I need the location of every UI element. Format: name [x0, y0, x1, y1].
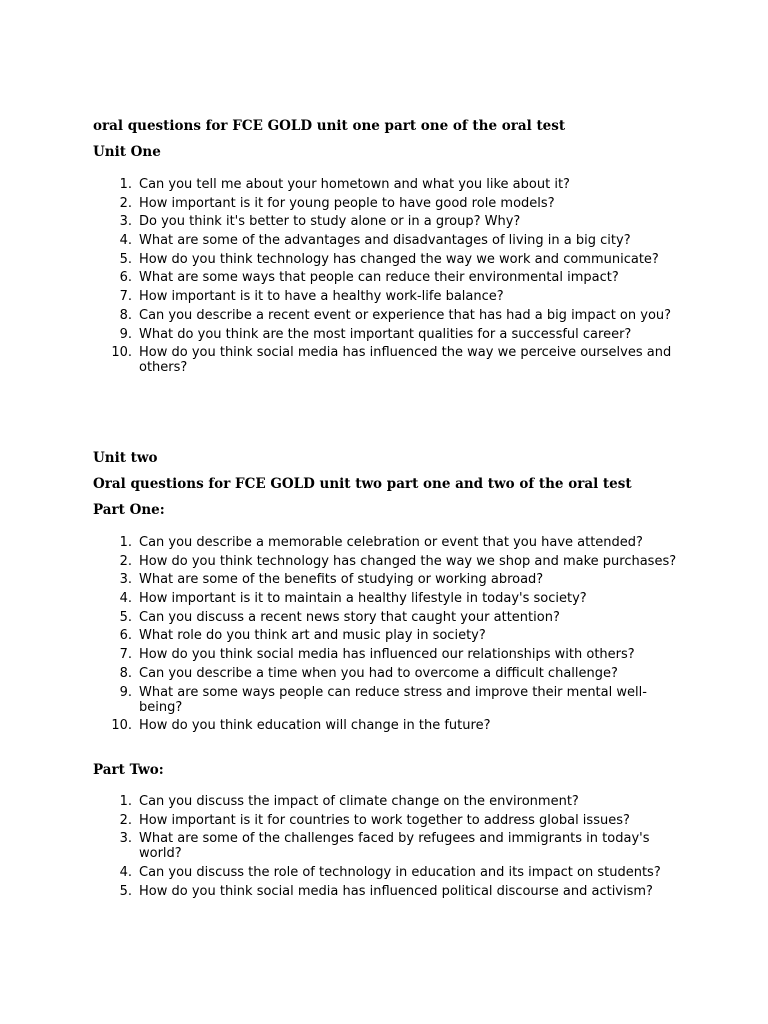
list-number: 2. — [119, 553, 132, 569]
list-number: 7. — [119, 647, 132, 663]
part-two-question-list — [0, 794, 768, 902]
list-number: 4. — [119, 865, 132, 881]
list-number: 3. — [119, 214, 132, 230]
question-text: What role do you think art and music play in society? — [139, 628, 486, 644]
question-text: What are some of the benefits of studying or working abroad? — [139, 572, 544, 588]
list-item — [0, 610, 679, 625]
list-item — [0, 535, 679, 550]
question-text: How important is it for young people to have good role models? — [139, 195, 555, 211]
list-number: 9. — [119, 326, 132, 342]
list-item — [0, 196, 679, 211]
list-number: 1. — [119, 794, 132, 809]
question-text: What are some of the advantages and disadvantages of living in a big city? — [139, 233, 631, 249]
list-item — [0, 685, 679, 715]
list-item — [0, 345, 679, 375]
question-text: What are some ways people can reduce stress and improve their mental well-being? — [139, 684, 647, 715]
part-one-title: Part One: — [93, 502, 165, 518]
list-item — [0, 177, 679, 192]
list-item — [0, 214, 679, 229]
list-item — [0, 628, 679, 643]
question-text: Can you discuss the impact of climate change on the environment? — [139, 794, 579, 809]
question-text: Do you think it's better to study alone or in a group? Why? — [139, 214, 521, 230]
list-item — [0, 554, 679, 569]
list-number: 5. — [119, 883, 132, 899]
question-text: How do you think social media has influenced political discourse and activism? — [139, 883, 653, 899]
list-number: 2. — [119, 812, 132, 828]
question-text: How do you think social media has influenced our relationships with others? — [139, 647, 635, 663]
list-number: 4. — [119, 233, 132, 249]
list-item — [0, 252, 679, 267]
unit-two-title: Unit two — [93, 450, 158, 466]
question-text: Can you discuss a recent news story that caught your attention? — [139, 609, 560, 625]
list-item — [0, 794, 679, 809]
list-item — [0, 289, 679, 304]
list-number: 7. — [119, 289, 132, 305]
unit-one-question-list — [0, 177, 768, 379]
list-item — [0, 591, 679, 606]
unit-two-intro-heading: Oral questions for FCE GOLD unit two part one and two of the oral test — [93, 476, 632, 492]
question-text: What are some of the challenges faced by refugees and immigrants in today's world? — [139, 831, 650, 862]
list-item — [0, 572, 679, 587]
list-item — [0, 270, 679, 285]
list-number: 6. — [119, 628, 132, 644]
question-text: How important is it for countries to work together to address global issues? — [139, 812, 630, 828]
question-text: How important is it to maintain a healthy lifestyle in today's society? — [139, 591, 587, 607]
list-item — [0, 718, 679, 733]
list-number: 5. — [119, 609, 132, 625]
list-item — [0, 647, 679, 662]
question-text: How do you think education will change in the future? — [139, 718, 491, 734]
question-text: Can you describe a time when you had to overcome a difficult challenge? — [139, 665, 618, 681]
question-text: How important is it to have a healthy work-life balance? — [139, 289, 504, 305]
list-item — [0, 884, 679, 899]
list-item — [0, 308, 679, 323]
list-item — [0, 666, 679, 681]
list-number: 9. — [119, 684, 132, 700]
question-text: How do you think technology has changed the way we shop and make purchases? — [139, 553, 677, 569]
list-number: 10. — [111, 345, 132, 361]
list-number: 4. — [119, 591, 132, 607]
list-number: 10. — [111, 718, 132, 734]
list-number: 3. — [119, 831, 132, 847]
list-number: 3. — [119, 572, 132, 588]
list-number: 8. — [119, 665, 132, 681]
list-number: 1. — [119, 535, 132, 550]
question-text: What are some ways that people can reduce their environmental impact? — [139, 270, 619, 286]
list-item — [0, 813, 679, 828]
question-text: How do you think technology has changed the way we work and communicate? — [139, 251, 659, 267]
list-item — [0, 233, 679, 248]
list-number: 8. — [119, 307, 132, 323]
list-number: 1. — [119, 177, 132, 192]
question-text: Can you describe a memorable celebration or event that you have attended? — [139, 535, 643, 550]
list-item — [0, 327, 679, 342]
list-item — [0, 831, 679, 861]
question-text: What do you think are the most important qualities for a successful career? — [139, 326, 632, 342]
part-one-question-list — [0, 535, 768, 737]
list-number: 6. — [119, 270, 132, 286]
unit-one-title: Unit One — [93, 144, 161, 160]
question-text: How do you think social media has influenced the way we perceive ourselves and others? — [139, 345, 672, 376]
list-number: 5. — [119, 251, 132, 267]
list-item — [0, 865, 679, 880]
question-text: Can you discuss the role of technology in education and its impact on students? — [139, 865, 661, 881]
part-two-title: Part Two: — [93, 762, 164, 778]
question-text: Can you tell me about your hometown and what you like about it? — [139, 177, 570, 192]
unit-one-intro-heading: oral questions for FCE GOLD unit one part one of the oral test — [93, 118, 566, 134]
list-number: 2. — [119, 195, 132, 211]
question-text: Can you describe a recent event or experience that has had a big impact on you? — [139, 307, 672, 323]
